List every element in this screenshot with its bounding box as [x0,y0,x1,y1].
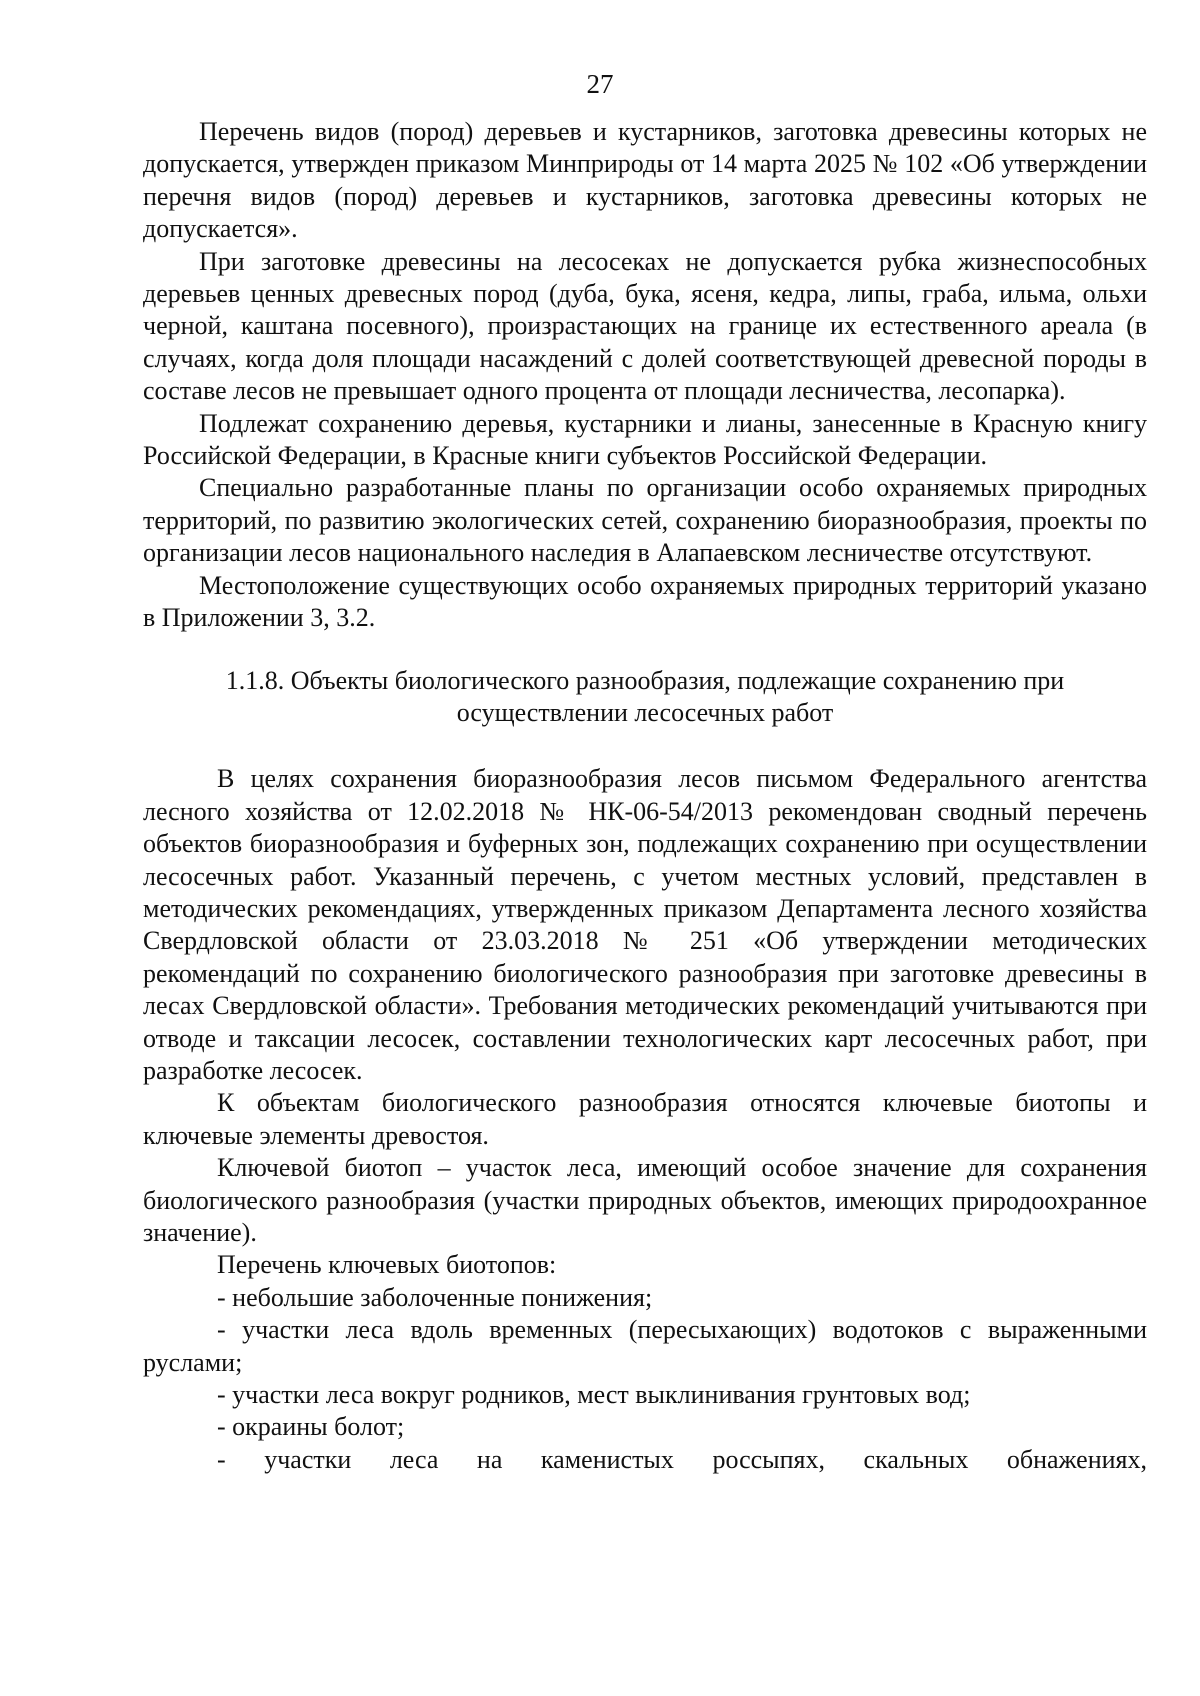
paragraph-red-book: Подлежат сохранению деревья, кустарники и лианы, занесенные в Красную книгу Российской Федерации, в Красные книги субъектов Российской Федерации. [143,408,1147,471]
paragraph-biodiversity-objects: К объектам биологического разнообразия относятся ключевые биотопы и ключевые элементы древостоя. [143,1088,1147,1150]
list-item: - участки леса на каменистых россыпях, скальных обнажениях, [217,1444,1147,1474]
list-item: - окраины болот; [217,1412,405,1442]
list-item: - участки леса вдоль временных (пересыхающих) водотоков с выраженными руслами; [143,1315,1147,1377]
page-number: 27 [586,69,614,99]
paragraph-special-plans: Специально разработанные планы по организации особо охраняемых природных территорий, по развитию экологических сетей, сохранению биоразнообразия, проекты по организации лесов национального наследия в Алапаевском лесничестве отсутствуют. [143,473,1147,568]
paragraph-biodiversity-letter: В целях сохранения биоразнообразия лесов письмом Федерального агентства лесного хозяйства от 12.02.2018 № НК-06-54/2013 рекомендован сводный перечень объектов биоразнообразия и буферных зон, подлежащих сохранению при осуществлении лесосечных работ. Указанный перечень, с учетом местных условий, представлен в методических рекомендациях, утвержденных приказом Департамента лесного хозяйства Свердловской области от 23.03.2018 № 251 «Об утверждении методических рекомендаций по сохранению биологического разнообразия при заготовке древесины в лесах Свердловской области». Требования методических рекомендаций учитываются при отводе и таксации лесосек, составлении технологических карт лесосечных работ, при разработке лесосек. [143,764,1147,1085]
list-item: - небольшие заболоченные понижения; [217,1282,653,1312]
paragraph-protected-species-list: Перечень видов (пород) деревьев и кустарников, заготовка древесины которых не допускается, утвержден приказом Минприроды от 14 марта 2025 № 102 «Об утверждении перечня видов (пород) деревьев и кустарников, заготовка древесины которых не допускается». [143,117,1147,244]
paragraph-valuable-species-ban: При заготовке древесины на лесосеках не допускается рубка жизнеспособных деревьев ценных древесных пород (дуба, бука, ясеня, кедра, липы, граба, ильма, ольхи черной, каштана посевного), произрастающих на границе их естественного ареала (в случаях, когда доля площади насаждений с долей соответствующей древесной породы в составе лесов не превышает одного процента от площади лесничества, лесопарка). [143,246,1147,406]
paragraph-biotope-list-intro: Перечень ключевых биотопов: [217,1250,557,1280]
list-item: - участки леса вокруг родников, мест выклинивания грунтовых вод; [217,1380,971,1410]
paragraph-protected-areas-location: Местоположение существующих особо охраняемых природных территорий указано в Приложении 3, 3.2. [143,570,1147,633]
paragraph-key-biotope-definition: Ключевой биотоп – участок леса, имеющий особое значение для сохранения биологического разнообразия (участки природных объектов, имеющих природоохранное значение). [143,1153,1147,1247]
document-body [143,116,1147,1476]
section-heading: 1.1.8. Объекты биологического разнообразия, подлежащие сохранению при осуществлении лесосечных работ [225,665,1065,727]
